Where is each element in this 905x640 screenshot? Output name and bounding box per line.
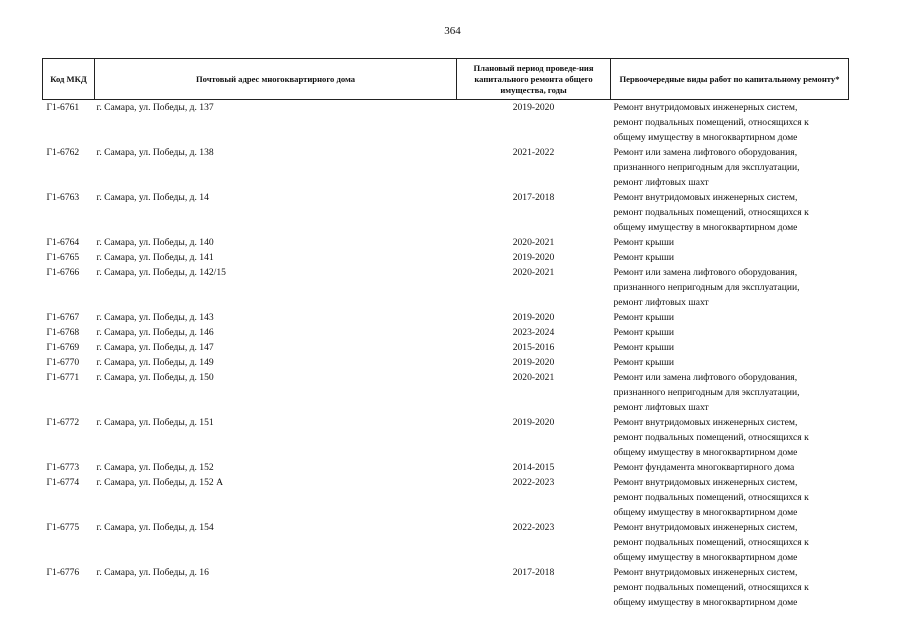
work-line: ремонт лифтовых шахт [613,297,709,308]
repair-period: 2017-2018 [512,567,555,578]
mkd-code: Г1-6763 [46,192,80,203]
postal-address: г. Самара, ул. Победы, д. 138 [96,147,214,158]
priority-works [611,475,849,520]
header-works: Первоочередные виды работ по капитальному ремонту* [611,59,849,100]
priority-works [611,460,849,475]
priority-works [611,100,849,146]
mkd-code: Г1-6774 [46,477,80,488]
work-line: общему имуществу в многоквартирном доме [613,132,798,143]
work-line: ремонт подвальных помещений, относящихся к [613,432,809,443]
work-line: Ремонт внутридомовых инженерных систем, [613,192,798,203]
header-address: Почтовый адрес многоквартирного дома [95,59,457,100]
postal-address: г. Самара, ул. Победы, д. 147 [96,342,214,353]
work-line: Ремонт крыши [613,342,674,353]
mkd-code: Г1-6770 [46,357,80,368]
work-line: Ремонт крыши [613,357,674,368]
postal-address: г. Самара, ул. Победы, д. 149 [96,357,214,368]
work-line: общему имуществу в многоквартирном доме [613,447,798,458]
mkd-code: Г1-6762 [46,147,80,158]
repair-period: 2020-2021 [512,267,555,278]
work-line: Ремонт или замена лифтового оборудования, [613,267,798,278]
repair-period: 2022-2023 [512,522,555,533]
header-code: Код МКД [43,59,95,100]
table-row [43,325,849,340]
repair-period: 2019-2020 [512,312,555,323]
repair-period: 2020-2021 [512,237,555,248]
repair-period: 2019-2020 [512,357,555,368]
table-row [43,475,849,520]
priority-works [611,340,849,355]
table-row [43,235,849,250]
postal-address: г. Самара, ул. Победы, д. 137 [96,102,214,113]
work-line: ремонт подвальных помещений, относящихся к [613,207,809,218]
work-line: ремонт подвальных помещений, относящихся к [613,492,809,503]
table-row [43,340,849,355]
table-row [43,460,849,475]
postal-address: г. Самара, ул. Победы, д. 140 [96,237,214,248]
table-row [43,145,849,190]
table-row [43,265,849,310]
table-row [43,190,849,235]
postal-address: г. Самара, ул. Победы, д. 143 [96,312,214,323]
priority-works [611,310,849,325]
priority-works [611,190,849,235]
repair-period: 2023-2024 [512,327,555,338]
postal-address: г. Самара, ул. Победы, д. 142/15 [96,267,226,278]
postal-address: г. Самара, ул. Победы, д. 151 [96,417,214,428]
work-line: Ремонт внутридомовых инженерных систем, [613,567,798,578]
repair-period: 2022-2023 [512,477,555,488]
work-line: ремонт подвальных помещений, относящихся к [613,537,809,548]
priority-works [611,415,849,460]
repair-plan-table [42,58,849,610]
mkd-code: Г1-6773 [46,462,80,473]
work-line: Ремонт крыши [613,327,674,338]
work-line: общему имуществу в многоквартирном доме [613,597,798,608]
table-row [43,100,849,146]
work-line: Ремонт внутридомовых инженерных систем, [613,522,798,533]
postal-address: г. Самара, ул. Победы, д. 152 [96,462,214,473]
work-line: Ремонт крыши [613,237,674,248]
mkd-code: Г1-6765 [46,252,80,263]
work-line: Ремонт внутридомовых инженерных систем, [613,477,798,488]
table-row [43,415,849,460]
mkd-code: Г1-6772 [46,417,80,428]
repair-period: 2019-2020 [512,102,555,113]
repair-period: 2015-2016 [512,342,555,353]
priority-works [611,265,849,310]
work-line: Ремонт крыши [613,252,674,263]
work-line: признанного непригодным для эксплуатации, [613,162,800,173]
work-line: признанного непригодным для эксплуатации, [613,282,800,293]
work-line: ремонт подвальных помещений, относящихся к [613,117,809,128]
work-line: Ремонт или замена лифтового оборудования, [613,147,798,158]
postal-address: г. Самара, ул. Победы, д. 16 [96,567,209,578]
priority-works [611,520,849,565]
postal-address: г. Самара, ул. Победы, д. 154 [96,522,214,533]
priority-works [611,370,849,415]
work-line: Ремонт внутридомовых инженерных систем, [613,417,798,428]
postal-address: г. Самара, ул. Победы, д. 146 [96,327,214,338]
priority-works [611,250,849,265]
table-row [43,520,849,565]
mkd-code: Г1-6761 [46,102,80,113]
work-line: общему имуществу в многоквартирном доме [613,507,798,518]
work-line: ремонт лифтовых шахт [613,177,709,188]
priority-works [611,145,849,190]
table-row [43,310,849,325]
repair-period: 2019-2020 [512,252,555,263]
mkd-code: Г1-6768 [46,327,80,338]
header-row [43,59,849,100]
postal-address: г. Самара, ул. Победы, д. 150 [96,372,214,383]
postal-address: г. Самара, ул. Победы, д. 14 [96,192,209,203]
mkd-code: Г1-6775 [46,522,80,533]
table-row [43,355,849,370]
table-row [43,370,849,415]
work-line: Ремонт или замена лифтового оборудования, [613,372,798,383]
priority-works [611,235,849,250]
priority-works [611,355,849,370]
mkd-code: Г1-6767 [46,312,80,323]
mkd-code: Г1-6769 [46,342,80,353]
mkd-code: Г1-6766 [46,267,80,278]
work-line: общему имуществу в многоквартирном доме [613,552,798,563]
repair-period: 2019-2020 [512,417,555,428]
work-line: ремонт подвальных помещений, относящихся к [613,582,809,593]
repair-period: 2014-2015 [512,462,555,473]
work-line: Ремонт фундамента многоквартирного дома [613,462,795,473]
work-line: признанного непригодным для эксплуатации, [613,387,800,398]
table-row [43,565,849,610]
work-line: Ремонт крыши [613,312,674,323]
work-line: Ремонт внутридомовых инженерных систем, [613,102,798,113]
work-line: ремонт лифтовых шахт [613,402,709,413]
table-header [43,59,849,100]
repair-period: 2017-2018 [512,192,555,203]
postal-address: г. Самара, ул. Победы, д. 152 А [96,477,224,488]
priority-works [611,565,849,610]
mkd-code: Г1-6764 [46,237,80,248]
table-row [43,250,849,265]
priority-works [611,325,849,340]
repair-period: 2021-2022 [512,147,555,158]
repair-period: 2020-2021 [512,372,555,383]
mkd-code: Г1-6776 [46,567,80,578]
mkd-code: Г1-6771 [46,372,80,383]
table-body [43,100,849,611]
header-period: Плановый период проведе-ния капитального ремонта общего имущества, годы [457,59,611,100]
page-number: 364 [444,25,461,37]
postal-address: г. Самара, ул. Победы, д. 141 [96,252,214,263]
work-line: общему имуществу в многоквартирном доме [613,222,798,233]
